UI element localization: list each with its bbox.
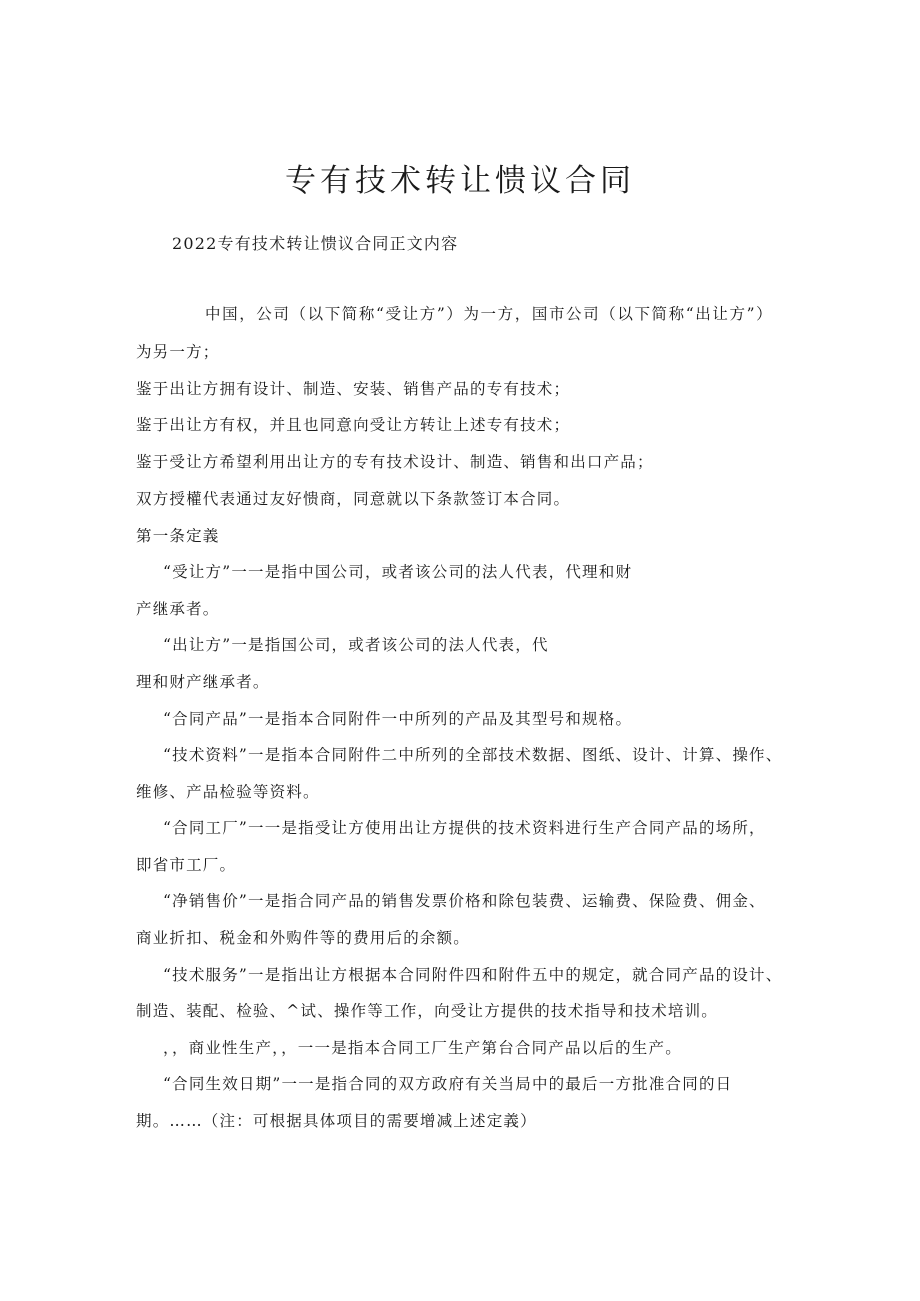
- paragraph-line: 双方授權代表通过友好愦商，同意就以下条款签订本合同。: [136, 490, 571, 508]
- paragraph-line: 维修、产品检验等资料。: [136, 783, 320, 801]
- paragraph-line: 产继承者。: [136, 600, 220, 618]
- paragraph-line: “合同产品”一是指本合同附件一中所列的产品及其型号和规格。: [163, 710, 633, 728]
- paragraph-line: 制造、装配、检验、^试、操作等工作，向受让方提供的技术指导和技术培训。: [136, 1002, 718, 1020]
- paragraph-line: 理和财产继承者。: [136, 673, 270, 691]
- section-heading: 第一条定義: [136, 527, 220, 545]
- paragraph-line: 鉴于出让方有权，并且也同意向受让方转让上述专有技术；: [136, 416, 571, 434]
- paragraph-line: 即省市工厂。: [136, 856, 237, 874]
- paragraph-line: “出让方”一是指国公司，或者该公司的法人代表，代: [163, 636, 549, 654]
- paragraph-line: 鉴于受让方希望利用出让方的专有技术设计、制造、销售和出口产品；: [136, 453, 654, 471]
- paragraph-line: 商业折扣、税金和外购件等的费用后的余额。: [136, 929, 471, 947]
- paragraph-line: “合同工厂”一一是指受让方使用出让方提供的技术资料进行生产合同产品的场所，: [163, 819, 766, 837]
- paragraph-line: ，，商业性生产，，一一是指本合同工厂生产第台合同产品以后的生产。: [163, 1039, 682, 1057]
- paragraph-line: “合同生效日期”一一是指合同的双方政府有关当局中的最后一方批准合同的日: [163, 1075, 733, 1093]
- paragraph-line: 鉴于出让方拥有设计、制造、安装、销售产品的专有技术；: [136, 380, 571, 398]
- document-title: 专有技术转让愦议合同: [285, 163, 635, 199]
- paragraph-line: 中国，公司（以下简称“受让方”）为一方，国市公司（以下简称“出让方”）: [205, 305, 774, 323]
- paragraph-line: “净销售价”一是指合同产品的销售发票价格和除包装费、运输费、保险费、佣金、: [163, 892, 766, 910]
- paragraph-line: “受让方”一一是指中国公司，或者该公司的法人代表，代理和财: [163, 563, 633, 581]
- paragraph-line: “技术服务”一是指出让方根据本合同附件四和附件五中的规定，就合同产品的设计、: [163, 966, 783, 984]
- paragraph-line: “技术资料”一是指本合同附件二中所列的全部技术数据、图纸、设计、计算、操作、: [163, 746, 783, 764]
- paragraph-line: 期。……（注：可根据具体项目的需要增减上述定義）: [136, 1112, 537, 1130]
- paragraph-line: 为另一方；: [136, 343, 220, 361]
- document-subtitle: 2022专有技术转让愦议合同正文内容: [172, 234, 459, 253]
